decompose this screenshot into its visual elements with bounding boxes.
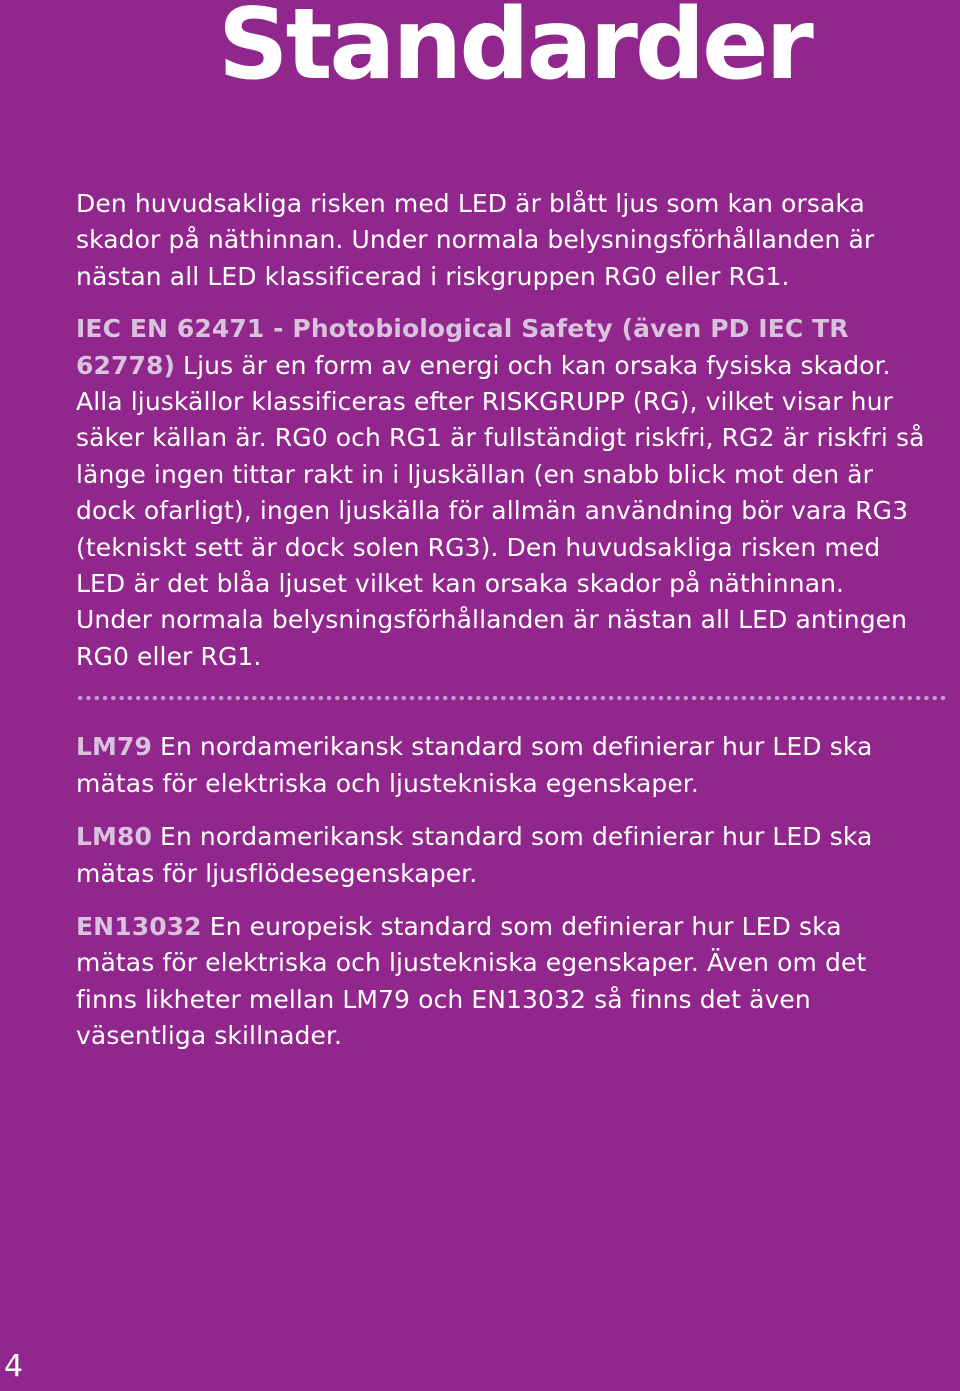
standard-description: En europeisk standard som definierar hur LED ska mätas för elektriska och ljustekniska egenskaper. Även om det finns likheter mellan LM79 och EN13032 så finns det även väsentliga skillnader. — [76, 911, 867, 1051]
standard-item-en13032 — [76, 909, 928, 1055]
standard-code: LM79 — [76, 732, 152, 762]
intro-paragraph: Den huvudsakliga risken med LED är blått ljus som kan orsaka skador på näthinnan. Under normala belysningsförhållanden är nästan all LED klassificerad i riskgruppen RG0 eller RG1. — [76, 189, 875, 291]
dotted-divider — [76, 695, 948, 701]
standard-code: LM80 — [76, 822, 152, 852]
standard-item-lm79 — [76, 729, 928, 802]
standard-code: EN13032 — [76, 911, 202, 941]
main-content — [76, 186, 928, 1072]
page-title: Standarder — [218, 0, 811, 102]
standard-description: En nordamerikansk standard som definierar hur LED ska mätas för ljusflödesegenskaper. — [76, 822, 873, 888]
iec-standard-title: IEC EN 62471 - Photobiological Safety (även PD IEC TR 62778) — [76, 314, 849, 380]
iec-paragraph — [76, 311, 928, 675]
page-number: 4 — [4, 1349, 24, 1384]
standard-item-lm80 — [76, 819, 928, 892]
standard-description: En nordamerikansk standard som definierar hur LED ska mätas för elektriska och ljustekniska egenskaper. — [76, 732, 873, 798]
iec-description: Ljus är en form av energi och kan orsaka fysiska skador. Alla ljuskällor klassificeras efter RISKGRUPP (RG), vilket visar hur säker källan är. RG0 och RG1 är fullständigt riskfri, RG2 är riskfri så länge ingen tittar rakt in i ljuskällan (en snabb blick mot den är dock ofarligt), ingen ljuskälla för allmän användning bör vara RG3 (tekniskt sett är dock solen RG3). Den huvudsakliga risken med LED är det blåa ljuset vilket kan orsaka skador på näthinnan. Under normala belysningsförhållanden är nästan all LED antingen RG0 eller RG1. — [76, 350, 925, 671]
standards-list — [76, 729, 928, 1054]
